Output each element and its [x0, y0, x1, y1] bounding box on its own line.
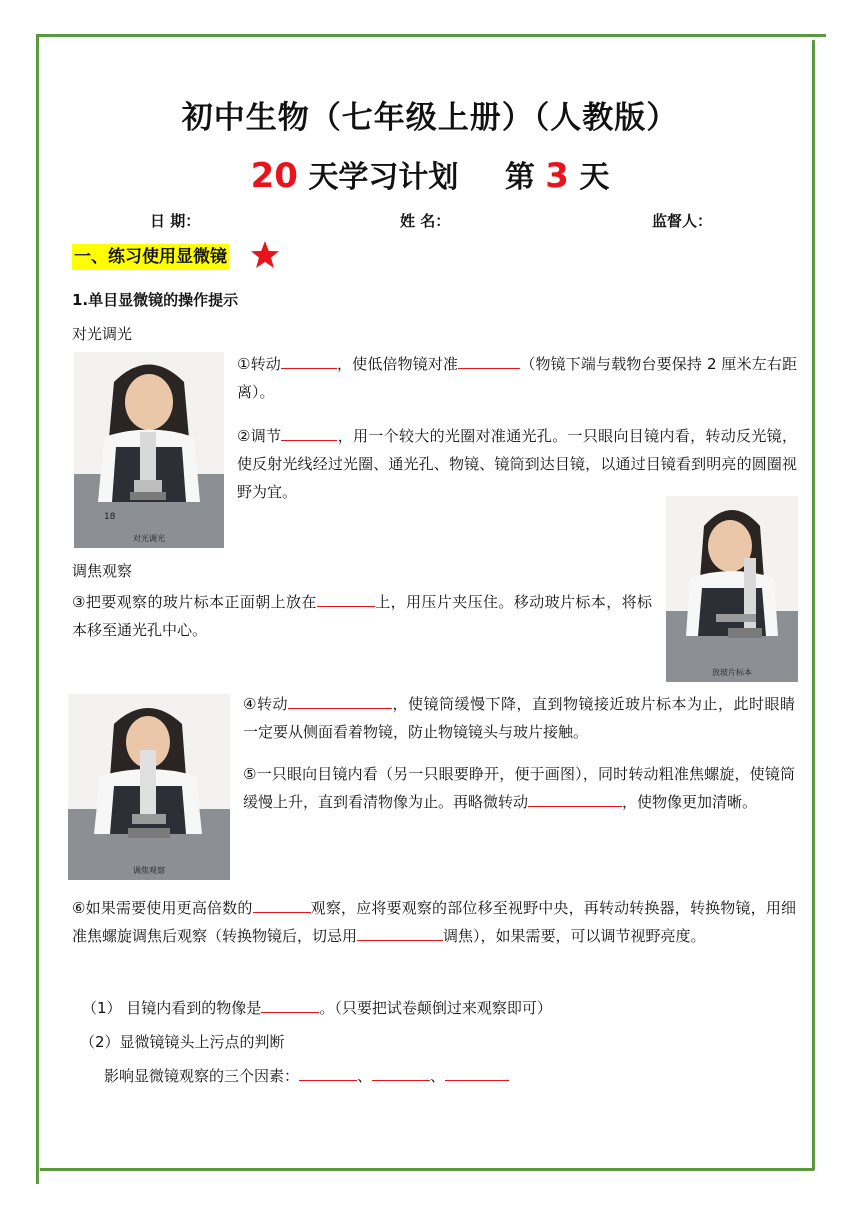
day-suffix: 天 — [579, 160, 610, 195]
step-2-text: ②调节 ，用一个较大的光圈对准通光孔。一只眼向目镜内看，转动反光镜，使反射光线经过光圈、通光孔、物镜、镜筒到达目镜，以通过目镜看到明亮的圆圈视野为宜。 — [237, 422, 797, 506]
question-1: （1） 目镜内看到的物像是 。（只要把试卷颠倒过来观察即可） — [82, 994, 796, 1022]
part-label-light: 对光调光 — [72, 325, 133, 343]
subsection-title: 1.单目显微镜的操作提示 — [72, 291, 239, 309]
plan-text: 天学习计划 — [308, 160, 459, 195]
plan-days-number: 20 — [250, 156, 298, 196]
page-border-left — [36, 34, 39, 1184]
day-number: 3 — [545, 156, 569, 196]
photo-place-slide — [666, 496, 798, 682]
answer-blank[interactable] — [288, 692, 392, 709]
photo-caption: 对光调光 — [133, 534, 165, 543]
step-3-text: ③把要观察的玻片标本正面朝上放在 上，用压片夹压住。移动玻片标本，将标本移至通光孔中心。 — [72, 588, 652, 644]
plan-title — [0, 152, 860, 196]
date-label: 日 期： — [150, 212, 201, 230]
step-1-text: ①转动 ，使低倍物镜对准 （物镜下端与载物台要保持 2 厘米左右距离）。 — [237, 350, 797, 406]
answer-blank[interactable] — [458, 352, 520, 369]
page-title: 初中生物（七年级上册）（人教版） — [181, 100, 679, 136]
page-border-top — [38, 34, 826, 37]
step-4-text: ④转动 ，使镜筒缓慢下降，直到物镜接近玻片标本为止，此时眼睛一定要从侧面看着物镜，防止物镜镜头与玻片接触。 — [243, 690, 795, 746]
photo-page-number: 18 — [104, 512, 116, 522]
answer-blank[interactable] — [528, 790, 622, 807]
step-6-text: ⑥如果需要使用更高倍数的 观察，应将要观察的部位移至视野中央，再转动转换器，转换物镜，用细准焦螺旋调焦后观察（转换物镜后，切忌用 调焦），如果需要，可以调节视野亮度。 — [72, 894, 796, 950]
page-border-bottom — [40, 1168, 814, 1171]
name-label: 姓 名： — [400, 212, 451, 230]
question-2-title: （2）显微镜镜头上污点的判断 — [80, 1033, 285, 1051]
answer-blank[interactable] — [445, 1064, 509, 1081]
part-label-focus: 调焦观察 — [72, 562, 133, 580]
answer-blank[interactable] — [253, 896, 311, 913]
section-heading: 一、练习使用显微镜 — [72, 244, 229, 270]
answer-blank[interactable] — [281, 424, 337, 441]
answer-blank[interactable] — [281, 352, 337, 369]
day-prefix: 第 — [504, 160, 535, 195]
photo-focus-observe — [68, 694, 230, 880]
answer-blank[interactable] — [261, 996, 319, 1013]
answer-blank[interactable] — [299, 1064, 357, 1081]
photo-caption: 调焦观察 — [133, 866, 165, 875]
photo-adjust-light — [74, 352, 224, 548]
star-icon — [250, 240, 280, 270]
question-2-line: 影响显微镜观察的三个因素： 、 、 — [104, 1062, 794, 1090]
answer-blank[interactable] — [372, 1064, 430, 1081]
supervisor-label: 监督人： — [652, 212, 713, 230]
photo-caption: 放玻片标本 — [712, 668, 752, 677]
answer-blank[interactable] — [357, 924, 443, 941]
answer-blank[interactable] — [317, 590, 375, 607]
step-5-text: ⑤一只眼向目镜内看（另一只眼要睁开，便于画图），同时转动粗准焦螺旋，使镜筒缓慢上升，直到看清物像为止。再略微转动 ，使物像更加清晰。 — [243, 765, 795, 811]
page-border-right — [812, 40, 815, 1170]
